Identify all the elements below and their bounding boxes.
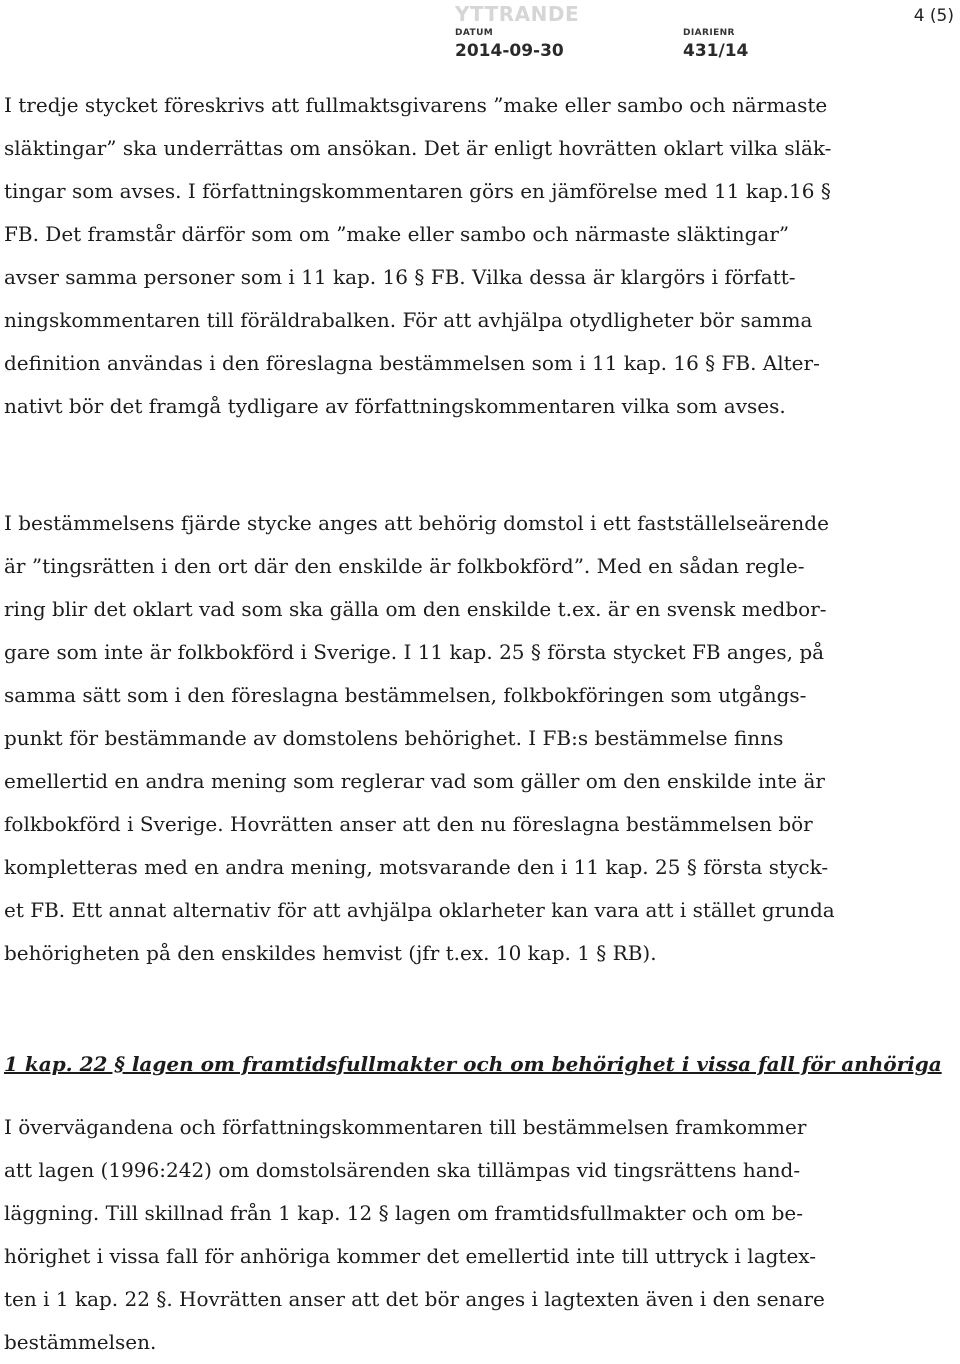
registry-number-block — [683, 28, 748, 61]
text-line: nativt bör det framgå tydligare av författningskommentaren vilka som avses. — [4, 394, 786, 418]
text-line: samma sätt som i den föreslagna bestämmelsen, folkbokföringen som utgångs- — [4, 683, 807, 707]
text-line: hörighet i vissa fall för anhöriga kommer det emellertid inte till uttryck i lagtex- — [4, 1244, 816, 1268]
registry-number-value: 431/14 — [683, 41, 749, 61]
text-line: tingar som avses. I författningskommentaren görs en jämförelse med 11 kap.16 § — [4, 179, 831, 203]
text-line: att lagen (1996:242) om domstolsärenden ska tillämpas vid tingsrättens hand- — [4, 1158, 801, 1182]
section-heading: 1 kap. 22 § lagen om framtidsfullmakter och om behörighet i vissa fall för anhöriga — [4, 1052, 942, 1076]
text-line: släktingar” ska underrättas om ansökan. Det är enligt hovrätten oklart vilka släk- — [4, 136, 832, 160]
text-line: är ”tingsrätten i den ort där den enskilde är folkbokförd”. Med en sådan regle- — [4, 554, 805, 578]
text-line: definition användas i den föreslagna bestämmelsen som i 11 kap. 16 § FB. Alter- — [4, 351, 820, 375]
page-number: 4 (5) — [913, 6, 954, 26]
document-type-title: YTTRANDE — [455, 2, 580, 26]
text-line: behörigheten på den enskildes hemvist (jfr t.ex. 10 kap. 1 § RB). — [4, 941, 657, 965]
date-label: DATUM — [455, 28, 494, 38]
text-line: ring blir det oklart vad som ska gälla om den enskilde t.ex. är en svensk medbor- — [4, 597, 827, 621]
text-line: punkt för bestämmande av domstolens behörighet. I FB:s bestämmelse finns — [4, 726, 784, 750]
date-value: 2014-09-30 — [455, 41, 564, 61]
text-line: kompletteras med en andra mening, motsvarande den i 11 kap. 25 § första styck- — [4, 855, 829, 879]
text-line: I tredje stycket föreskrivs att fullmaktsgivarens ”make eller sambo och närmaste — [4, 93, 828, 117]
text-line: et FB. Ett annat alternativ för att avhjälpa oklarheter kan vara att i stället grunda — [4, 898, 835, 922]
text-line: avser samma personer som i 11 kap. 16 § FB. Vilka dessa är klargörs i författ- — [4, 265, 796, 289]
paragraph-third-stycket — [4, 84, 954, 428]
text-line: ten i 1 kap. 22 §. Hovrätten anser att det bör anges i lagtexten även i den senare — [4, 1287, 825, 1311]
text-line: I bestämmelsens fjärde stycke anges att behörig domstol i ett fastställelseärende — [4, 511, 829, 535]
text-line: FB. Det framstår därför som om ”make eller sambo och närmaste släktingar” — [4, 222, 790, 246]
text-line: gare som inte är folkbokförd i Sverige. I 11 kap. 25 § första stycket FB anges, på — [4, 640, 825, 664]
text-line: läggning. Till skillnad från 1 kap. 12 § lagen om framtidsfullmakter och om be- — [4, 1201, 803, 1225]
text-line: emellertid en andra mening som reglerar vad som gäller om den enskilde inte är — [4, 769, 825, 793]
paragraph-considerations — [4, 1106, 954, 1364]
text-line: folkbokförd i Sverige. Hovrätten anser att den nu föreslagna bestämmelsen bör — [4, 812, 813, 836]
date-block — [455, 28, 564, 61]
text-line: I övervägandena och författningskommentaren till bestämmelsen framkommer — [4, 1115, 807, 1139]
text-line: ningskommentaren till föräldrabalken. För att avhjälpa otydligheter bör samma — [4, 308, 813, 332]
text-line: bestämmelsen. — [4, 1330, 157, 1354]
registry-number-label: DIARIENR — [683, 28, 735, 38]
paragraph-fourth-stycket — [4, 502, 954, 975]
